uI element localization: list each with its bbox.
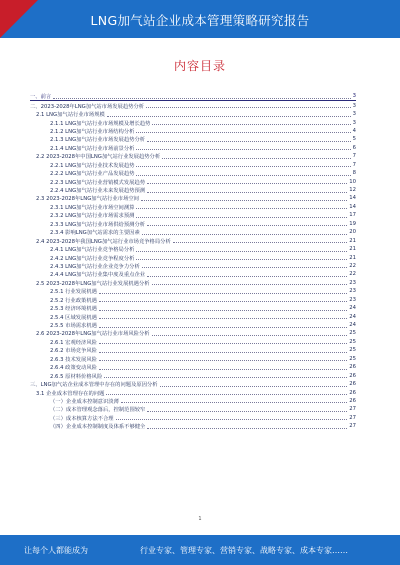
toc-entry-page: 23 xyxy=(349,288,356,295)
toc-leader-dots xyxy=(136,132,350,133)
toc-entry-title: 2.1.1 LNG加气站行业市场规模及增长趋势 xyxy=(50,120,151,127)
toc-leader-dots xyxy=(99,318,347,319)
toc-entry-title: 2.2.2 LNG加气站行业产品发展趋势 xyxy=(50,171,135,178)
toc-entry-title: 2.6.1 宏观经济风险 xyxy=(50,339,97,346)
toc-leader-dots xyxy=(173,242,348,243)
report-title: LNG加气站企业成本管理策略研究报告 xyxy=(90,13,310,28)
toc-entry-page: 7 xyxy=(352,161,356,168)
toc-entry-page: 23 xyxy=(349,296,356,303)
toc-entry[interactable] xyxy=(30,101,356,109)
page-number: 1 xyxy=(198,516,202,522)
toc-leader-dots xyxy=(147,225,347,226)
toc-entry[interactable] xyxy=(30,422,356,430)
toc-entry[interactable] xyxy=(30,329,356,337)
toc-leader-dots xyxy=(152,335,348,336)
toc-entry-title: 2.6.2 市场竞争风险 xyxy=(50,348,97,355)
toc-entry-title: 2.4.3 LNG加气站行业企业竞争力分析 xyxy=(50,263,140,270)
footer-bar xyxy=(0,535,400,565)
toc-entry[interactable] xyxy=(30,228,356,236)
toc-entry[interactable] xyxy=(30,388,356,396)
toc-leader-dots xyxy=(141,200,347,201)
toc-leader-dots xyxy=(136,149,350,150)
report-header xyxy=(0,0,400,38)
toc-entry-title: 2.3 2023-2028年LNG加气站行业市场空间 xyxy=(36,196,139,203)
toc-leader-dots xyxy=(142,234,348,235)
toc-entry-page: 21 xyxy=(349,237,356,244)
toc-entry-page: 14 xyxy=(349,203,356,210)
toc-entry-title: 2.4.4 LNG加气站行业集中度及重点企业 xyxy=(50,272,146,279)
toc-leader-dots xyxy=(99,301,347,302)
toc-leader-dots xyxy=(147,428,347,429)
toc-leader-dots xyxy=(116,419,348,420)
toc-leader-dots xyxy=(136,217,347,218)
toc-entry-title: 2.6 2023-2028年LNG加气站行业市场风险分析 xyxy=(36,331,150,338)
toc-leader-dots xyxy=(152,284,348,285)
toc-entry-title: 2.1.4 LNG加气站行业市场前景分析 xyxy=(50,145,135,152)
toc-entry-page: 26 xyxy=(349,381,356,388)
toc-entry[interactable] xyxy=(30,186,356,194)
table-of-contents xyxy=(30,92,356,431)
toc-leader-dots xyxy=(147,192,347,193)
toc-leader-dots xyxy=(107,116,351,117)
toc-leader-dots xyxy=(160,386,348,387)
toc-entry-page: 24 xyxy=(349,322,356,329)
toc-entry-page: 19 xyxy=(349,220,356,227)
toc-entry-title: 2.5.1 行业发展机遇 xyxy=(50,289,97,296)
toc-entry[interactable] xyxy=(30,371,356,379)
toc-leader-dots xyxy=(106,394,347,395)
toc-leader-dots xyxy=(162,158,350,159)
toc-entry-title: 2.2 2023-2028年中国LNG加气站行业发展趋势分析 xyxy=(36,154,161,161)
toc-entry[interactable] xyxy=(30,177,356,185)
toc-entry-page: 25 xyxy=(349,347,356,354)
toc-entry[interactable] xyxy=(30,144,356,152)
toc-entry[interactable] xyxy=(30,245,356,253)
toc-entry-title: 2.2.3 LNG加气站行业营销模式发展趋势 xyxy=(50,179,146,186)
toc-entry-page: 25 xyxy=(349,330,356,337)
toc-entry-title: （四）企业成本控制制度及体系不够健全 xyxy=(50,424,146,431)
toc-entry-page: 24 xyxy=(349,305,356,312)
toc-entry-title: 2.4 2023-2028年我国LNG加气站行业市场竞争格局分析 xyxy=(36,238,171,245)
toc-leader-dots xyxy=(142,267,348,268)
toc-entry-title: 2.4.2 LNG加气站行业竞争程度分析 xyxy=(50,255,135,262)
toc-entry[interactable] xyxy=(30,110,356,118)
toc-entry-page: 6 xyxy=(352,144,356,151)
toc-entry[interactable] xyxy=(30,152,356,160)
toc-entry-title: （二）成本管理观念落后，控制范围较窄 xyxy=(50,407,146,414)
toc-entry-title: 2.1.2 LNG加气站行业市场结构分析 xyxy=(50,128,135,135)
toc-entry[interactable] xyxy=(30,262,356,270)
toc-entry-page: 4 xyxy=(352,127,356,134)
toc-entry-page: 12 xyxy=(349,187,356,194)
toc-entry-page: 26 xyxy=(349,372,356,379)
footer-slogan: 让每个人都能成为 xyxy=(24,546,88,555)
toc-entry-page: 10 xyxy=(349,178,356,185)
toc-entry[interactable] xyxy=(30,346,356,354)
toc-entry[interactable] xyxy=(30,380,356,388)
toc-entry-title: 2.5 2023-2028年LNG加气站行业发展机遇分析 xyxy=(36,280,150,287)
toc-entry-title: 2.5.3 经济环境机遇 xyxy=(50,306,97,313)
toc-entry-title: 2.6.4 政策变动风险 xyxy=(50,365,97,372)
toc-entry[interactable] xyxy=(30,397,356,405)
toc-leader-dots xyxy=(152,124,350,125)
toc-entry[interactable] xyxy=(30,414,356,422)
toc-entry[interactable] xyxy=(30,296,356,304)
footer-tags: 行业专家、管理专家、营销专家、战略专家、成本专家…… xyxy=(140,546,348,555)
toc-entry-page: 8 xyxy=(352,170,356,177)
toc-leader-dots xyxy=(147,183,347,184)
toc-entry-title: 2.5.2 行业政策机遇 xyxy=(50,297,97,304)
toc-entry-page: 24 xyxy=(349,313,356,320)
toc-entry-page: 26 xyxy=(349,389,356,396)
toc-entry[interactable] xyxy=(30,161,356,169)
toc-entry-title: 2.6.5 原材料价格风险 xyxy=(50,373,103,380)
toc-leader-dots xyxy=(146,107,351,108)
toc-leader-dots xyxy=(99,293,347,294)
toc-entry-page: 23 xyxy=(349,279,356,286)
toc-entry-title: 三、LNG加气站企业成本管理中存在的问题及原因分析 xyxy=(30,382,158,389)
toc-entry-page: 27 xyxy=(349,414,356,421)
toc-entry[interactable] xyxy=(30,203,356,211)
toc-entry[interactable] xyxy=(30,194,356,202)
toc-entry-title: （三）成本核算方法不合理 xyxy=(50,415,114,422)
toc-leader-dots xyxy=(136,251,347,252)
toc-leader-dots xyxy=(121,402,347,403)
toc-leader-dots xyxy=(136,259,347,260)
toc-leader-dots xyxy=(99,310,347,311)
toc-leader-dots xyxy=(147,276,347,277)
toc-entry-page: 3 xyxy=(352,111,356,118)
toc-entry-page: 27 xyxy=(349,406,356,413)
toc-leader-dots xyxy=(53,98,350,99)
toc-leader-dots xyxy=(99,369,347,370)
toc-entry-page: 17 xyxy=(349,212,356,219)
toc-entry-title: 2.1.3 LNG加气站行业市场发展趋势分析 xyxy=(50,137,146,144)
toc-entry[interactable] xyxy=(30,253,356,261)
toc-entry[interactable] xyxy=(30,312,356,320)
toc-entry[interactable] xyxy=(30,287,356,295)
toc-leader-dots xyxy=(136,175,350,176)
toc-entry-page: 3 xyxy=(352,93,356,100)
toc-entry[interactable] xyxy=(30,270,356,278)
toc-entry-title: 2.4.1 LNG加气站行业竞争格局分析 xyxy=(50,247,135,254)
toc-entry-page: 22 xyxy=(349,271,356,278)
toc-entry-page: 14 xyxy=(349,195,356,202)
toc-entry-title: 2.3.4 影响LNG加气站需求的主要因素 xyxy=(50,230,140,237)
toc-leader-dots xyxy=(136,166,350,167)
toc-entry-title: 2.5.4 区域发展机遇 xyxy=(50,314,97,321)
toc-entry[interactable] xyxy=(30,92,356,101)
toc-entry-title: 3.1 企业成本管理存在的问题 xyxy=(36,390,105,397)
toc-entry-title: 2.3.2 LNG加气站行业市场需求预测 xyxy=(50,213,135,220)
toc-title: 内容目录 xyxy=(173,59,226,73)
toc-leader-dots xyxy=(99,352,347,353)
toc-entry-title: 2.1 LNG加气站行业市场规模 xyxy=(36,112,105,119)
toc-entry[interactable] xyxy=(30,279,356,287)
toc-entry-title: 一、前言 xyxy=(30,94,52,101)
toc-entry-title: 2.3.1 LNG加气站行业市场空间测算 xyxy=(50,204,135,211)
toc-entry-title: （一）企业成本控制意识淡薄 xyxy=(50,398,119,405)
toc-entry-title: 2.6.3 技术发展风险 xyxy=(50,356,97,363)
toc-entry-title: 2.2.4 LNG加气站行业未来发展趋势预测 xyxy=(50,188,146,195)
toc-entry-page: 3 xyxy=(352,119,356,126)
toc-entry[interactable] xyxy=(30,118,356,126)
toc-entry[interactable] xyxy=(30,405,356,413)
toc-leader-dots xyxy=(147,141,351,142)
toc-leader-dots xyxy=(136,208,347,209)
toc-leader-dots xyxy=(147,411,347,412)
toc-entry[interactable] xyxy=(30,338,356,346)
toc-entry-page: 22 xyxy=(349,262,356,269)
toc-entry-page: 25 xyxy=(349,338,356,345)
toc-entry-page: 26 xyxy=(349,364,356,371)
toc-entry[interactable] xyxy=(30,135,356,143)
toc-entry[interactable] xyxy=(30,169,356,177)
toc-entry-page: 25 xyxy=(349,355,356,362)
toc-leader-dots xyxy=(99,343,347,344)
toc-entry-page: 21 xyxy=(349,254,356,261)
toc-entry-page: 7 xyxy=(352,153,356,160)
toc-entry[interactable] xyxy=(30,127,356,135)
toc-entry[interactable] xyxy=(30,236,356,244)
toc-entry-page: 20 xyxy=(349,229,356,236)
toc-leader-dots xyxy=(104,377,347,378)
toc-entry[interactable] xyxy=(30,304,356,312)
toc-entry[interactable] xyxy=(30,211,356,219)
toc-leader-dots xyxy=(99,327,347,328)
toc-entry[interactable] xyxy=(30,363,356,371)
toc-entry-page: 5 xyxy=(352,136,356,143)
toc-entry-title: 2.3.3 LNG加气站行业市场供给预测分析 xyxy=(50,221,146,228)
toc-entry-title: 2.5.5 市场需求机遇 xyxy=(50,323,97,330)
toc-entry-title: 2.2.1 LNG加气站行业技术发展趋势 xyxy=(50,162,135,169)
toc-entry-page: 26 xyxy=(349,397,356,404)
toc-entry[interactable] xyxy=(30,220,356,228)
toc-entry-page: 21 xyxy=(349,246,356,253)
toc-entry-page: 3 xyxy=(352,102,356,109)
toc-leader-dots xyxy=(99,360,347,361)
toc-entry-title: 二、2023-2028年LNG加气站市场发展趋势分析 xyxy=(30,103,145,110)
toc-entry[interactable] xyxy=(30,355,356,363)
toc-entry[interactable] xyxy=(30,321,356,329)
toc-entry-page: 27 xyxy=(349,423,356,430)
